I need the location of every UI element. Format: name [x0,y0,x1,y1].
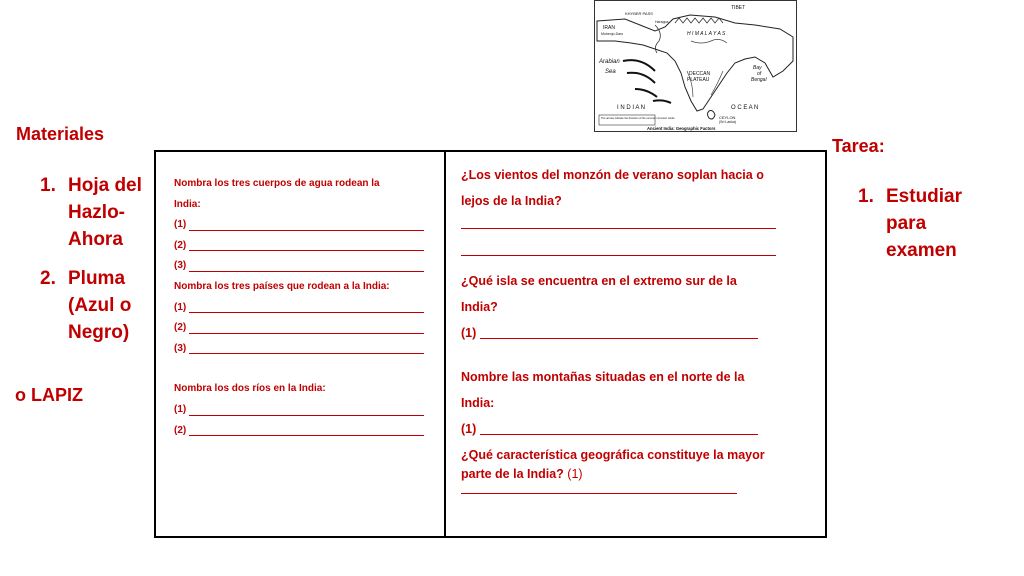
materials-list [40,172,160,358]
list-text: para [886,213,927,234]
materials-extra: o LAPIZ [15,385,83,405]
materials-item-1 [40,172,160,253]
answer-blank[interactable] [480,320,758,339]
answer-line[interactable] [174,400,424,421]
worksheet-right-column [461,162,811,494]
map-label-ceylon: CEYLON [719,115,736,120]
answer-blank[interactable] [189,256,424,272]
list-text: examen [886,240,957,261]
answer-number: (2) [174,239,187,251]
map-label-deccan: DECCAN [689,71,711,77]
map-label-tibet: TIBET [731,5,746,11]
list-text: Hoja del [68,175,142,196]
answer-blank[interactable] [189,339,424,355]
list-number: 1. [858,186,874,207]
homework-title: Tarea: [832,136,885,156]
question-text: Nombra los tres cuerpos de agua rodean la [174,178,380,189]
question-text: lejos de la India? [461,194,562,208]
worksheet-left-column [174,174,424,441]
answer-blank[interactable] [189,236,424,252]
question-text-line: ¿Qué característica geográfica constituye la mayor [461,448,765,462]
answer-line[interactable] [174,256,424,277]
question-text: India: [461,396,495,410]
list-text: (Azul o [68,295,132,316]
column-divider [444,152,446,536]
question-text: Nombra los tres países que rodean a la India: [174,280,390,292]
map-label-bengal: Bengal [751,77,767,83]
answer-number: (1) [174,403,187,415]
map-label-khyber: KHYBER PASS [625,11,653,16]
answer-blank[interactable] [461,214,776,229]
question-text: ¿Qué isla se encuentra en el extremo sur de la [461,274,737,288]
list-text: Ahora [68,229,123,250]
question-text: Nombre las montañas situadas en el norte de la [461,370,745,384]
answer-blank[interactable] [461,241,776,256]
map-label-harappa: Harappa [655,20,669,24]
answer-line[interactable] [461,416,758,442]
answer-number: (1) [461,422,477,436]
map-label-sea: Sea [605,69,616,75]
map-legend: The arrows indicate the direction of the summer monsoon winds. [601,117,676,120]
question-text: India: [174,198,201,210]
question-text-line [461,465,811,484]
answer-number: (1) [461,326,477,340]
list-text: Negro) [68,322,130,343]
answer-blank[interactable] [480,416,758,435]
map-label-himalayas: H I M A L A Y A S [687,31,726,37]
list-text: Pluma [68,268,126,289]
homework-list [858,183,998,264]
answer-number: (2) [174,322,187,334]
question-text: ¿Los vientos del monzón de verano soplan hacia o [461,168,764,182]
map-label-of: of [757,71,762,77]
map-label-plateau: PLATEAU [687,77,710,83]
map-label-srilanka: (Sri Lanka) [719,120,737,124]
answer-number: (2) [174,424,187,436]
answer-number: (1) [567,467,583,481]
answer-blank[interactable] [189,421,424,437]
answer-number: (3) [174,342,187,354]
materials-item-2 [40,265,160,346]
answer-number: (3) [174,260,187,272]
map-label-arabian: Arabian [599,59,620,65]
answer-blank[interactable] [189,215,424,231]
list-text: Hazlo- [68,202,125,223]
answer-blank[interactable] [189,400,424,416]
materials-title: Materiales [16,124,105,144]
answer-line[interactable] [174,421,424,442]
answer-line[interactable] [174,298,424,319]
worksheet-table [154,150,827,538]
india-map [594,0,797,132]
answer-blank[interactable] [189,318,424,334]
map-label-bay: Bay [753,65,762,71]
answer-line[interactable] [174,236,424,257]
homework-item-1 [858,183,998,264]
answer-line[interactable] [174,215,424,236]
question-text [461,446,811,484]
question-text-part: parte de la India? [461,467,564,481]
map-label-ocean: O C E A N [731,105,759,111]
list-text: Estudiar [886,186,963,207]
answer-line[interactable] [174,339,424,360]
answer-number: (1) [174,219,187,231]
answer-blank[interactable] [189,298,424,314]
answer-number: (1) [174,301,187,313]
question-text: Nombra los dos ríos en la India: [174,383,326,395]
list-number: 1. [40,175,56,196]
map-label-mohenjo: Mohenjo-Daro [601,32,624,36]
question-text: India? [461,300,498,314]
map-label-indian: I N D I A N [617,105,646,111]
answer-line[interactable] [174,318,424,339]
answer-blank[interactable] [461,484,737,494]
answer-line[interactable] [461,320,758,346]
list-number: 2. [40,268,56,289]
map-label-iran: IRAN [603,25,615,31]
map-caption: Ancient India: Geographic Factors [647,126,716,131]
